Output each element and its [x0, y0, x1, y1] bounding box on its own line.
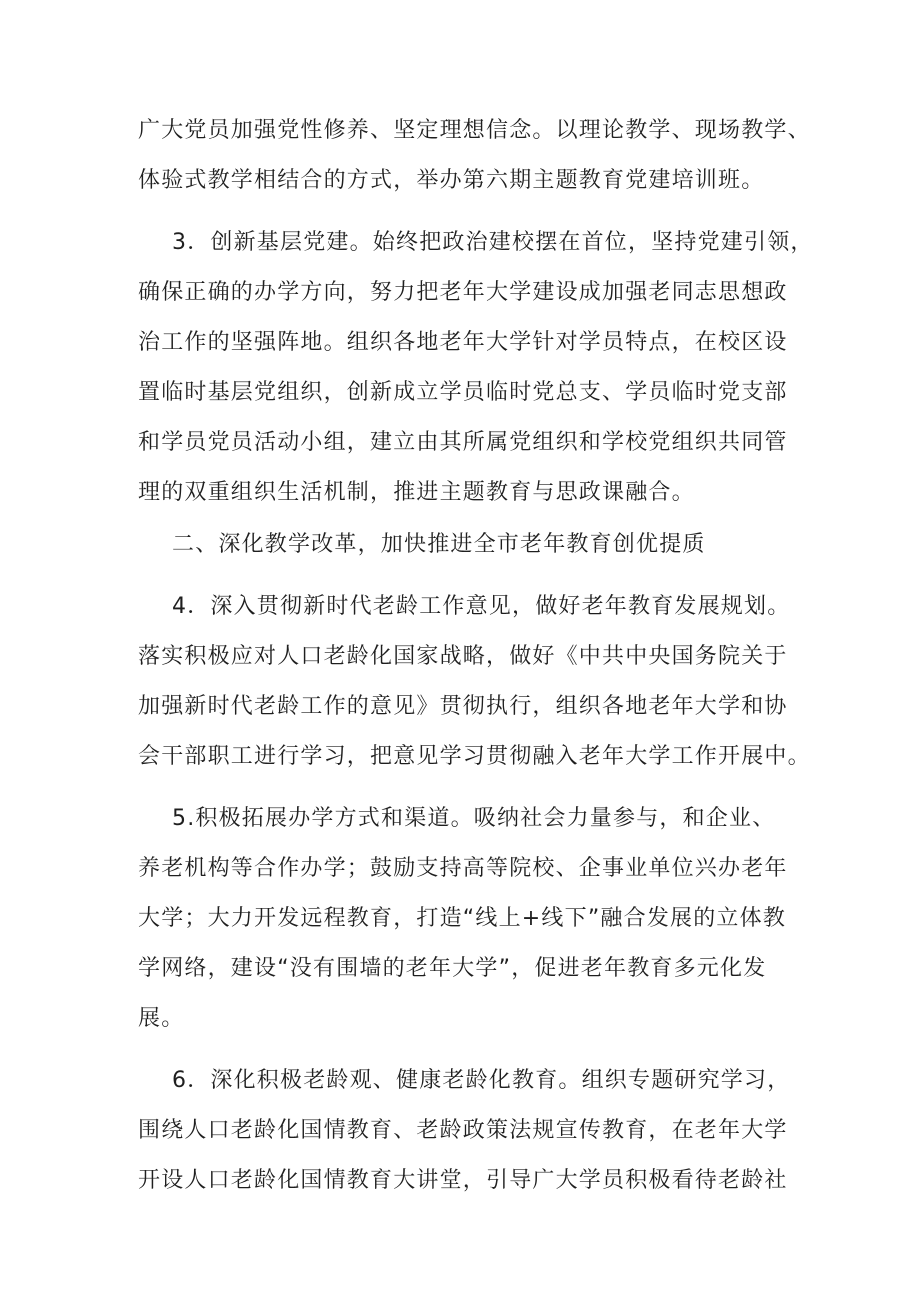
paragraph-6-line-3: 开设人口老龄化国情教育大讲堂，引导广大学员积极看待老龄社 — [138, 1168, 788, 1193]
paragraph-4-line-3: 加强新时代老龄工作的意见》贯彻执行，组织各地老年大学和协 — [138, 694, 788, 719]
paragraph-5-line-2: 养老机构等合作办学；鼓励支持高等院校、企事业单位兴办老年 — [138, 856, 788, 881]
paragraph-4-line-2: 落实积极应对人口老龄化国家战略，做好《中共中央国务院关于 — [138, 644, 788, 669]
paragraph-3-line-3: 治工作的坚强阵地。组织各地老年大学针对学员特点，在校区设 — [138, 330, 788, 355]
paragraph-6-line-2: 围绕人口老龄化国情教育、老龄政策法规宣传教育，在老年大学 — [138, 1118, 788, 1143]
paragraph-5-line-3: 大学；大力开发远程教育，打造“线上+线下”融合发展的立体教 — [138, 906, 787, 931]
paragraph-3-line-5: 和学员党员活动小组，建立由其所属党组织和学校党组织共同管 — [138, 430, 788, 455]
paragraph-5-line-4: 学网络，建设“没有围墙的老年大学”，促进老年教育多元化发 — [138, 956, 767, 981]
paragraph-5-line-1: 5.积极拓展办学方式和渠道。吸纳社会力量参与，和企业、 — [172, 806, 776, 831]
paragraph-3-line-4: 置临时基层党组织，创新成立学员临时党总支、学员临时党支部 — [138, 380, 788, 405]
section-heading: 二、深化教学改革，加快推进全市老年教育创优提质 — [172, 532, 706, 557]
text-line-2: 体验式教学相结合的方式，举办第六期主题教育党建培训班。 — [138, 168, 765, 193]
paragraph-3-line-6: 理的双重组织生活机制，推进主题教育与思政课融合。 — [138, 480, 695, 505]
paragraph-6-line-1: 6．深化积极老龄观、健康老龄化教育。组织专题研究学习， — [172, 1068, 791, 1093]
paragraph-5-line-5: 展。 — [138, 1006, 185, 1031]
text-line-1: 广大党员加强党性修养、坚定理想信念。以理论教学、现场教学、 — [138, 118, 811, 143]
paragraph-3-line-1: 3．创新基层党建。始终把政治建校摆在首位，坚持党建引领， — [172, 230, 814, 255]
paragraph-4-line-1: 4．深入贯彻新时代老龄工作意见，做好老年教育发展规划。 — [172, 594, 791, 619]
paragraph-3-line-2: 确保正确的办学方向，努力把老年大学建设成加强老同志思想政 — [138, 280, 788, 305]
paragraph-4-line-4: 会干部职工进行学习，把意见学习贯彻融入老年大学工作开展中。 — [138, 744, 811, 769]
